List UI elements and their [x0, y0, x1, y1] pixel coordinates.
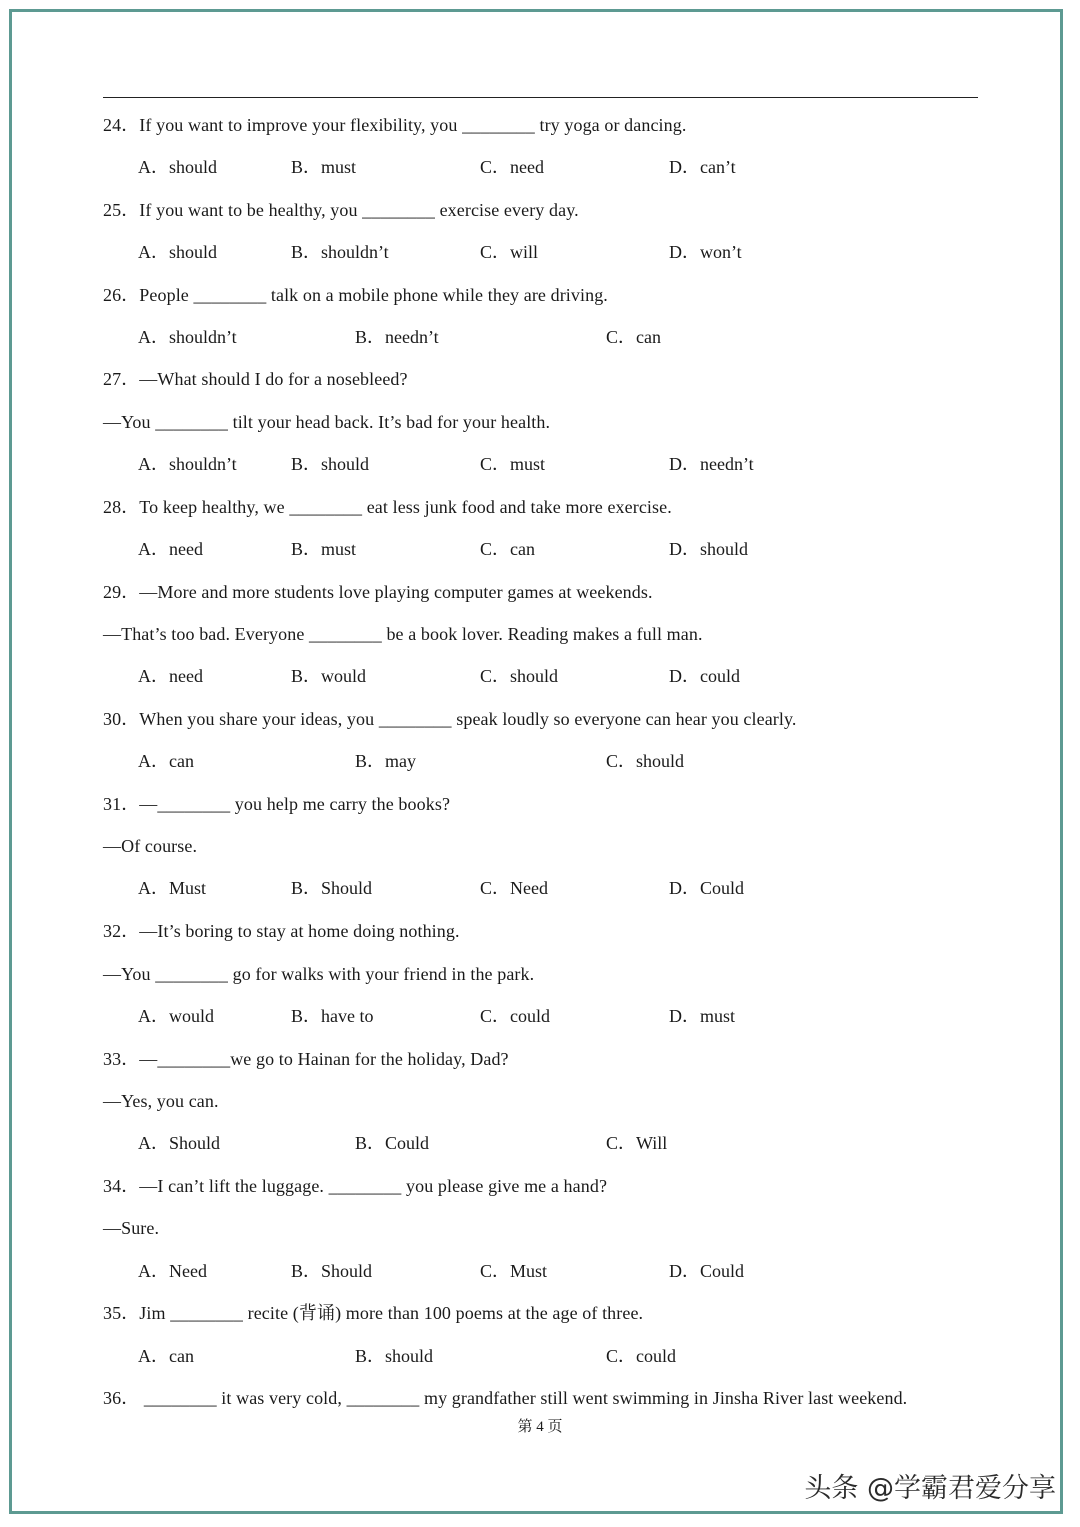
q31-option-b: B．Should — [291, 878, 373, 898]
q24-option-d: D．can’t — [669, 157, 736, 177]
q30-option-b: B．may — [355, 751, 416, 771]
question-28: 28．To keep healthy, we ________ eat less junk food and take more exercise. — [103, 497, 672, 517]
question-27-reply: —You ________ tilt your head back. It’s bad for your health. — [103, 412, 551, 432]
q24-option-a: A．should — [138, 157, 218, 177]
q25-option-d: D．won’t — [669, 242, 742, 262]
q31-option-c: C．Need — [480, 878, 548, 898]
q35-option-c: C．could — [606, 1346, 676, 1366]
q24-option-b: B．must — [291, 157, 357, 177]
question-33-reply: —Yes, you can. — [103, 1091, 219, 1111]
q27-option-c: C．must — [480, 454, 546, 474]
q26-option-a: A．shouldn’t — [138, 327, 237, 347]
q28-option-b: B．must — [291, 539, 357, 559]
q27-option-a: A．shouldn’t — [138, 454, 237, 474]
q25-option-a: A．should — [138, 242, 218, 262]
question-27: 27．—What should I do for a nosebleed? — [103, 369, 408, 389]
question-26: 26．People ________ talk on a mobile phone while they are driving. — [103, 285, 608, 305]
watermark: 头条 @学霸君爱分享 — [804, 1473, 1056, 1504]
q34-option-c: C．Must — [480, 1261, 548, 1281]
question-29-reply: —That’s too bad. Everyone ________ be a book lover. Reading makes a full man. — [103, 624, 703, 644]
question-31-reply: —Of course. — [103, 836, 198, 856]
q34-option-d: D．Could — [669, 1261, 745, 1281]
q34-option-a: A．Need — [138, 1261, 207, 1281]
q32-option-a: A．would — [138, 1006, 214, 1026]
question-36: 36． ________ it was very cold, ________ my grandfather still went swimming in Jinsha River last weekend. — [103, 1388, 908, 1408]
q26-option-b: B．needn’t — [355, 327, 439, 347]
q32-option-b: B．have to — [291, 1006, 374, 1026]
question-25: 25．If you want to be healthy, you ________ exercise every day. — [103, 200, 579, 220]
question-32-reply: —You ________ go for walks with your friend in the park. — [103, 964, 535, 984]
question-35: 35．Jim ________ recite (背诵) more than 100 poems at the age of three. — [103, 1303, 644, 1323]
q28-option-a: A．need — [138, 539, 203, 559]
q29-option-c: C．should — [480, 666, 559, 686]
question-33: 33．—________we go to Hainan for the holiday, Dad? — [103, 1049, 509, 1069]
q26-option-c: C．can — [606, 327, 661, 347]
q33-option-a: A．Should — [138, 1133, 221, 1153]
q25-option-c: C．will — [480, 242, 539, 262]
q24-option-c: C．need — [480, 157, 544, 177]
q27-option-d: D．needn’t — [669, 454, 754, 474]
q29-option-a: A．need — [138, 666, 203, 686]
question-29: 29．—More and more students love playing computer games at weekends. — [103, 582, 653, 602]
question-32: 32．—It’s boring to stay at home doing nothing. — [103, 921, 460, 941]
q34-option-b: B．Should — [291, 1261, 373, 1281]
q33-option-b: B．Could — [355, 1133, 430, 1153]
q33-option-c: C．Will — [606, 1133, 668, 1153]
q29-option-d: D．could — [669, 666, 740, 686]
q30-option-c: C．should — [606, 751, 685, 771]
question-34: 34．—I can’t lift the luggage. ________ you please give me a hand? — [103, 1176, 608, 1196]
q32-option-c: C．could — [480, 1006, 550, 1026]
page-number: 第 4 页 — [517, 1419, 563, 1435]
question-34-reply: —Sure. — [103, 1218, 160, 1238]
q31-option-a: A．Must — [138, 878, 207, 898]
question-24: 24．If you want to improve your flexibility, you ________ try yoga or dancing. — [103, 115, 687, 135]
q32-option-d: D．must — [669, 1006, 736, 1026]
question-31: 31．—________ you help me carry the books? — [103, 794, 451, 814]
q27-option-b: B．should — [291, 454, 370, 474]
q30-option-a: A．can — [138, 751, 194, 771]
q25-option-b: B．shouldn’t — [291, 242, 389, 262]
q31-option-d: D．Could — [669, 878, 745, 898]
q28-option-c: C．can — [480, 539, 535, 559]
q35-option-a: A．can — [138, 1346, 194, 1366]
header-rule — [103, 97, 978, 98]
q35-option-b: B．should — [355, 1346, 434, 1366]
q28-option-d: D．should — [669, 539, 749, 559]
question-30: 30．When you share your ideas, you ________ speak loudly so everyone can hear you clearly. — [103, 709, 797, 729]
q29-option-b: B．would — [291, 666, 367, 686]
